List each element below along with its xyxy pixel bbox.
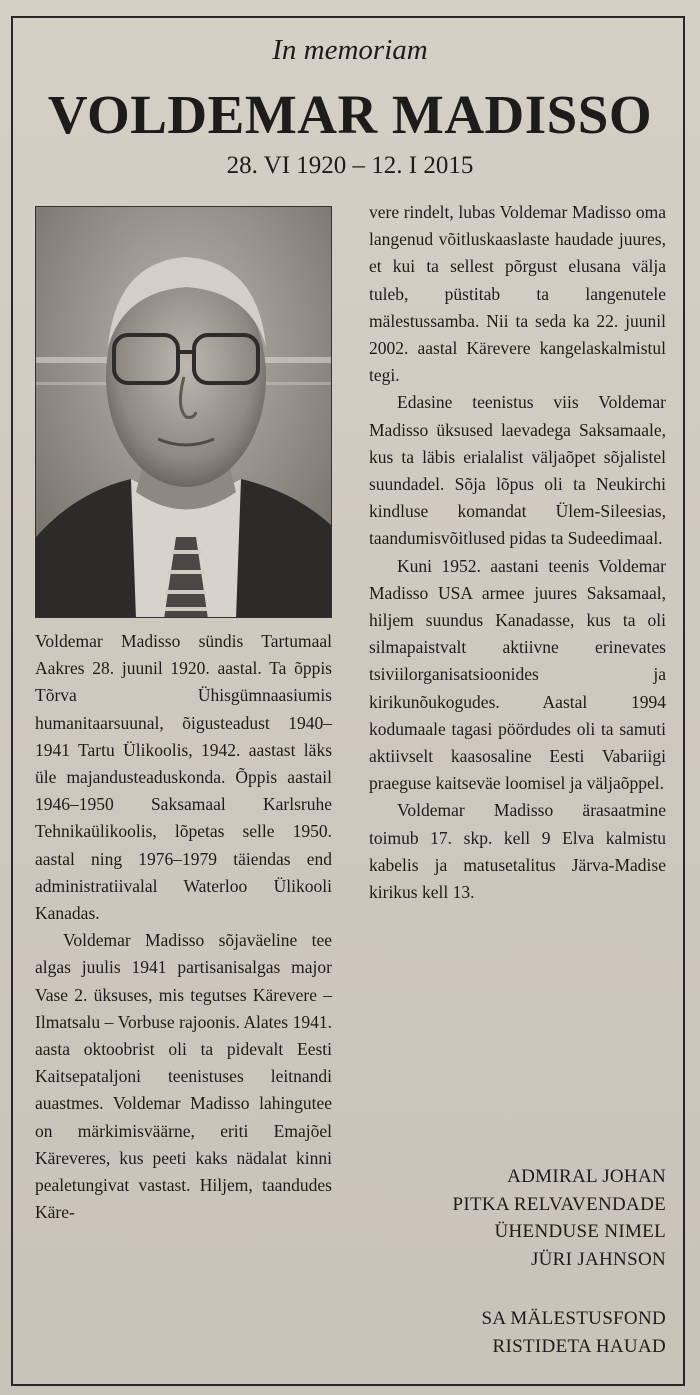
left-column (35, 628, 332, 1226)
kicker-in-memoriam: In memoriam (272, 34, 428, 66)
signature-block-association (369, 1163, 666, 1273)
signature-line: SA MÄLESTUSFOND (481, 1308, 666, 1329)
paragraph-later-service: Edasine teenistus viis Voldemar Madisso üksused laevadega Saksamaale, kus ta läbis erialalist väljaõpet sõjalistel suundadel. Sõja lõpus oli ta Neukirchi kindluse komandat Ülem-Sileesias, taandumisvõitlused pidas ta Sudeedimaal. (369, 392, 666, 549)
paragraph-military-service: Voldemar Madisso sõjaväeline tee algas juulis 1941 partisanisalgas major Vase 2. üksuses, mis tegutses Kärevere – Ilmatsalu – Vorbuse rajoonis. Alates 1941. aasta oktoobrist oli ta pidevalt Eesti Kaitsepataljoni teenistuses leitnandi auastmes. Voldemar Madisso lahingutee on märkimisväärne, eriti Emajõel Käreveres, kus peeti kaks nädalat kinni pealetungivat vastast. Hiljem, taandudes Käre- (35, 930, 332, 1223)
paragraph-biography: Voldemar Madisso sündis Tartumaal Aakres 28. juunil 1920. aastal. Ta õppis Tõrva Ühisgümnaasiumis humanitaarsuunal, õigusteadust 1940–1941 Tartu Ülikoolis, 1942. aastast läks üle majandusteaduskonda. Õppis aastail 1946–1950 Saksamaal Karlsruhe Tehnikaülikoolis, lõpetas selle 1950. aastal ning 1976–1979 täiendas end administratiivalal Waterloo Ülikooli Kanadas. (35, 631, 332, 924)
portrait-photo-icon (36, 207, 332, 618)
paragraph-canada-estonia: Kuni 1952. aastani teenis Voldemar Madisso USA armee juures Saksamaal, hiljem suundus Kanadasse, kus ta oli silmapaistvalt aktiivne erinevates tsiviilorganisatsioonides ja kirikunõukogudes. Aastal 1994 kodumaale tagasi pöördudes oli ta samuti aktiivselt kaasosaline Eesti Vabariigi praeguse kaitseväe loomisel ja väljaõppel. (369, 555, 666, 794)
right-column (369, 199, 666, 906)
signature-line: PITKA RELVAVENDADE (452, 1193, 666, 1215)
paragraph-funeral: Voldemar Madisso ärasaatmine toimub 17. skp. kell 9 Elva kalmistu kabelis ja matusetalitus Järva-Madise kirikus kell 13. (369, 800, 666, 903)
paragraph-memorial: vere rindelt, lubas Voldemar Madisso oma langenud võitluskaaslaste haudade juures, et kui ta sellest põrgust elusana välja tuleb, püstitab ta langenutele mälestussamba. Nii ta seda ka 22. juunil 2002. aastal Kärevere kangelaskalmistul tegi. (369, 202, 666, 386)
deceased-name: VOLDEMAR MADISSO (47, 84, 653, 145)
signature-block-foundation (369, 1305, 666, 1360)
signature-line: ADMIRAL JOHAN (507, 1166, 666, 1187)
life-dates: 28. VI 1920 – 12. I 2015 (226, 152, 474, 179)
signature-line: RISTIDETA HAUAD (492, 1335, 666, 1357)
signature-line: JÜRI JAHNSON (530, 1248, 666, 1270)
portrait-photo (35, 206, 332, 618)
signature-line: ÜHENDUSE NIMEL (494, 1221, 666, 1242)
